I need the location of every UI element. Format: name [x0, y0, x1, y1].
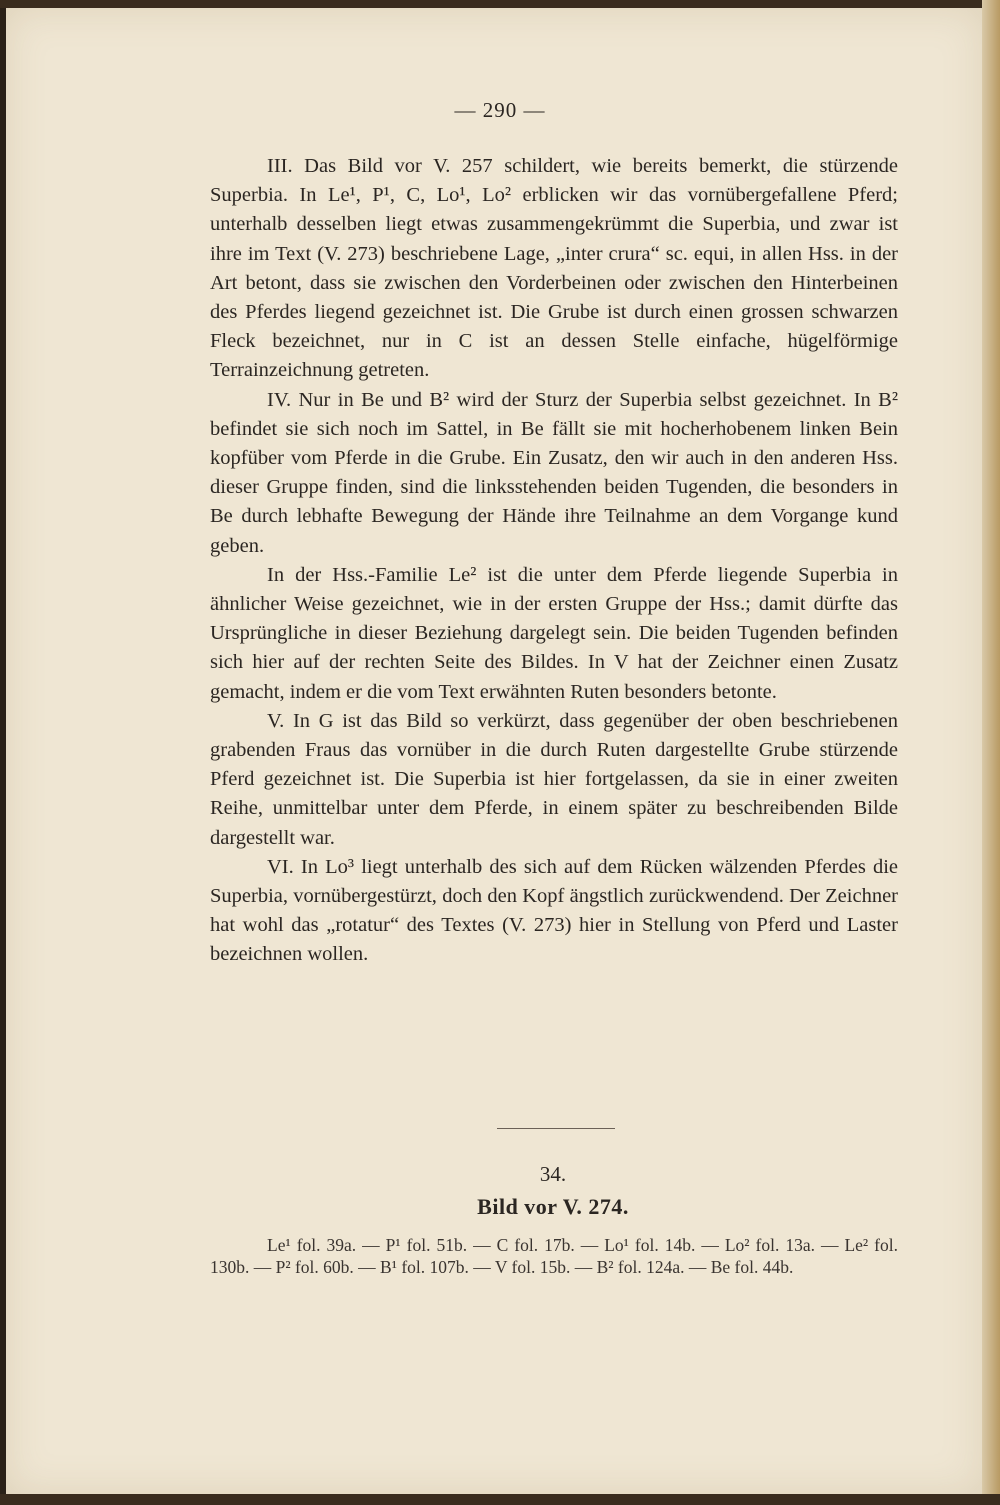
page-number: — 290 — [454, 98, 546, 122]
book-edge-bottom [0, 1494, 1000, 1505]
paragraph-v: V. In G ist das Bild so verkürzt, dass gegenüber der oben beschriebenen grabenden Fraus das vornüber in die durch Ruten dargestellte Grube stürzende Pferd gezeichnet ist. Die Superbia ist hier fortgelassen, da sie in einer zweiten Reihe, unmittelbar unter dem Pferde, in einem später zu beschreibenden Bilde dargestellt war. [210, 709, 898, 849]
section-number: 34. [539, 1162, 567, 1186]
section-divider [497, 1128, 615, 1129]
manuscript-references [210, 1234, 898, 1278]
paragraph-vi: VI. In Lo³ liegt unterhalb des sich auf dem Rücken wälzenden Pferdes die Superbia, vornübergestürzt, doch den Kopf ängstlich zurückwendend. Der Zeichner hat wohl das „rotatur“ des Textes (V. 273) hier in Stellung von Pferd und Laster bezeichnen wollen. [210, 855, 898, 966]
paragraph-iv: IV. Nur in Be und B² wird der Sturz der Superbia selbst gezeichnet. In B² befindet sie sich noch im Sattel, in Be fällt sie mit hocherhobenem linken Bein kopfüber vom Pferde in die Grube. Ein Zusatz, den wir auch in den anderen Hss. dieser Gruppe finden, sind die linksstehenden beiden Tugenden, die besonders in Be durch lebhafte Bewegung der Hände ihre Teilnahme an dem Vorgange kund geben. [210, 388, 898, 557]
section-title: Bild vor V. 274. [477, 1194, 629, 1219]
paragraph-iii: III. Das Bild vor V. 257 schildert, wie bereits bemerkt, die stürzende Superbia. In Le¹, P¹, C, Lo¹, Lo² erblicken wir das vornübergefallene Pferd; unterhalb desselben liegt etwas zusammengekrümmt die Superbia, und zwar ist ihre im Text (V. 273) beschriebene Lage, „inter crura“ sc. equi, in allen Hss. in der Art betont, dass sie zwischen den Vorderbeinen oder zwischen den Hinterbeinen des Pferdes liegend gezeichnet ist. Die Grube ist durch einen grossen schwarzen Fleck bezeichnet, nur in C ist an dessen Stelle einfache, hügelförmige Terrainzeichnung getreten. [210, 155, 898, 382]
paragraph-le2-family: In der Hss.-Familie Le² ist die unter dem Pferde liegende Superbia in ähnlicher Weise gezeichnet, wie in der ersten Gruppe der Hss.; damit dürfte das Ursprüngliche in dieser Beziehung dargelegt sein. Die beiden Tugenden befinden sich hier auf der rechten Seite des Bildes. In V hat der Zeichner einen Zusatz gemacht, indem er die vom Text erwähnten Ruten besonders betonte. [210, 563, 898, 703]
references-text: Le¹ fol. 39a. — P¹ fol. 51b. — C fol. 17b. — Lo¹ fol. 14b. — Lo² fol. 13a. — Le² fol. 130b. — P² fol. 60b. — B¹ fol. 107b. — V fol. 15b. — B² fol. 124a. — Be fol. 44b. [210, 1235, 898, 1277]
book-edge-right [982, 0, 1000, 1505]
body-text [210, 152, 898, 970]
book-edge-top [0, 0, 1000, 8]
